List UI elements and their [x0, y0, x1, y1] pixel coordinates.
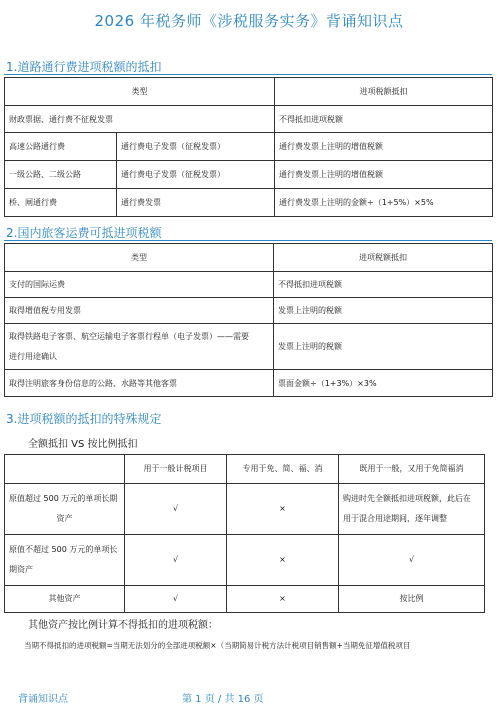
cell-type: 财政票据、通行费不征税发票: [5, 106, 275, 133]
cell-deduct: 票面金额÷（1+3%）×3%: [274, 370, 493, 397]
cell-exempt: ×: [227, 586, 339, 613]
cell-asset-line2: 资产: [56, 514, 73, 523]
header-general: 用于一般计税项目: [125, 455, 227, 484]
cell-exempt: ×: [227, 484, 339, 535]
section2-heading: 2.国内旅客运费可抵进项税额: [6, 226, 162, 240]
header-type: 类型: [5, 78, 275, 106]
footer-left: 背诵知识点: [18, 694, 68, 705]
cell-mixed: √: [339, 535, 485, 586]
cell-mixed: 按比例: [339, 586, 485, 613]
cell-deduct: 通行费发票上注明的增值税额: [275, 161, 493, 189]
cell-asset-line1: 原值超过 500 万元的单项长期: [9, 494, 118, 503]
table-row: [5, 586, 485, 613]
cell-type: 取得注明旅客身份信息的公路、水路等其他客票: [5, 370, 274, 397]
table-row: [5, 484, 485, 535]
footer-page-number: 第 1 页 / 共 16 页: [182, 694, 264, 705]
cell-invoice: 通行费电子发票（征税发票）: [117, 161, 275, 189]
table-row: [5, 133, 493, 161]
cell-asset-line2: 期资产: [9, 565, 33, 574]
section3-note: 其他资产按比例计算不得抵扣的进项税额：: [28, 620, 218, 631]
cell-asset: [5, 484, 125, 535]
cell-deduct: 通行费发票上注明的增值税额: [275, 133, 493, 161]
cell-deduct: 不得抵扣进项税额: [275, 106, 493, 133]
header-exempt: 专用于免、简、福、消: [227, 455, 339, 484]
header-mixed: 既用于一般，又用于免简福消: [339, 455, 485, 484]
cell-type: [5, 324, 274, 370]
cell-exempt: ×: [227, 535, 339, 586]
table-row: [5, 370, 493, 397]
cell-general: √: [125, 535, 227, 586]
cell-type: 一级公路、二级公路: [5, 161, 117, 189]
cell-general: √: [125, 484, 227, 535]
header-blank: [5, 455, 125, 484]
section3-heading: 3.进项税额的抵扣的特殊规定: [6, 412, 162, 426]
table-row: [5, 535, 485, 586]
cell-type: 桥、闸通行费: [5, 189, 117, 217]
cell-mixed-line1: 购进时先全额抵扣进项税额，此后在: [343, 494, 471, 503]
section3-subtitle: 全额抵扣 VS 按比例抵扣: [28, 439, 138, 450]
section2-divider: [4, 240, 492, 241]
cell-type: 取得增值税专用发票: [5, 298, 274, 324]
cell-deduct: 通行费发票上注明的金额÷（1+5%）×5%: [275, 189, 493, 217]
cell-invoice: 通行费发票: [117, 189, 275, 217]
cell-type: 支付的国际运费: [5, 272, 274, 298]
cell-asset: [5, 535, 125, 586]
cell-type-line2: 进行用途确认: [9, 351, 57, 361]
cell-general: √: [125, 586, 227, 613]
passenger-fare-table: [4, 243, 493, 397]
cell-deduct: 发票上注明的税额: [274, 298, 493, 324]
table-row: [5, 324, 493, 370]
table-row: [5, 272, 493, 298]
section3-formula: 当期不得抵扣的进项税额=当期无法划分的全部进项税额×（当期简易计税方法计税项目销售额+当期免征增值税项目: [24, 641, 411, 650]
cell-mixed-line2: 用于混合用途期间，逐年调整: [343, 514, 447, 523]
section1-heading: 1.道路通行费进项税额的抵扣: [6, 60, 162, 74]
cell-asset-line1: 原值不超过 500 万元的单项长: [9, 545, 118, 554]
special-rules-table: [4, 454, 485, 613]
cell-type-line1: 取得铁路电子客票、航空运输电子客票行程单（电子发票）——需要: [9, 331, 249, 341]
cell-asset: 其他资产: [5, 586, 125, 613]
cell-mixed: [339, 484, 485, 535]
section1-divider: [4, 74, 492, 75]
header-deduct: 进项税额抵扣: [275, 78, 493, 106]
cell-invoice: 通行费电子发票（征税发票）: [117, 133, 275, 161]
header-deduct: 进项税额抵扣: [274, 244, 493, 272]
page-title: 2026 年税务师《涉税服务实务》背诵知识点: [94, 12, 404, 30]
header-type: 类型: [5, 244, 274, 272]
table-row: [5, 298, 493, 324]
cell-type: 高速公路通行费: [5, 133, 117, 161]
toll-fee-table: [4, 77, 493, 217]
table-row: [5, 161, 493, 189]
table-row: [5, 106, 493, 133]
cell-deduct: 发票上注明的税额: [274, 324, 493, 370]
cell-deduct: 不得抵扣进项税额: [274, 272, 493, 298]
table-row: [5, 189, 493, 217]
